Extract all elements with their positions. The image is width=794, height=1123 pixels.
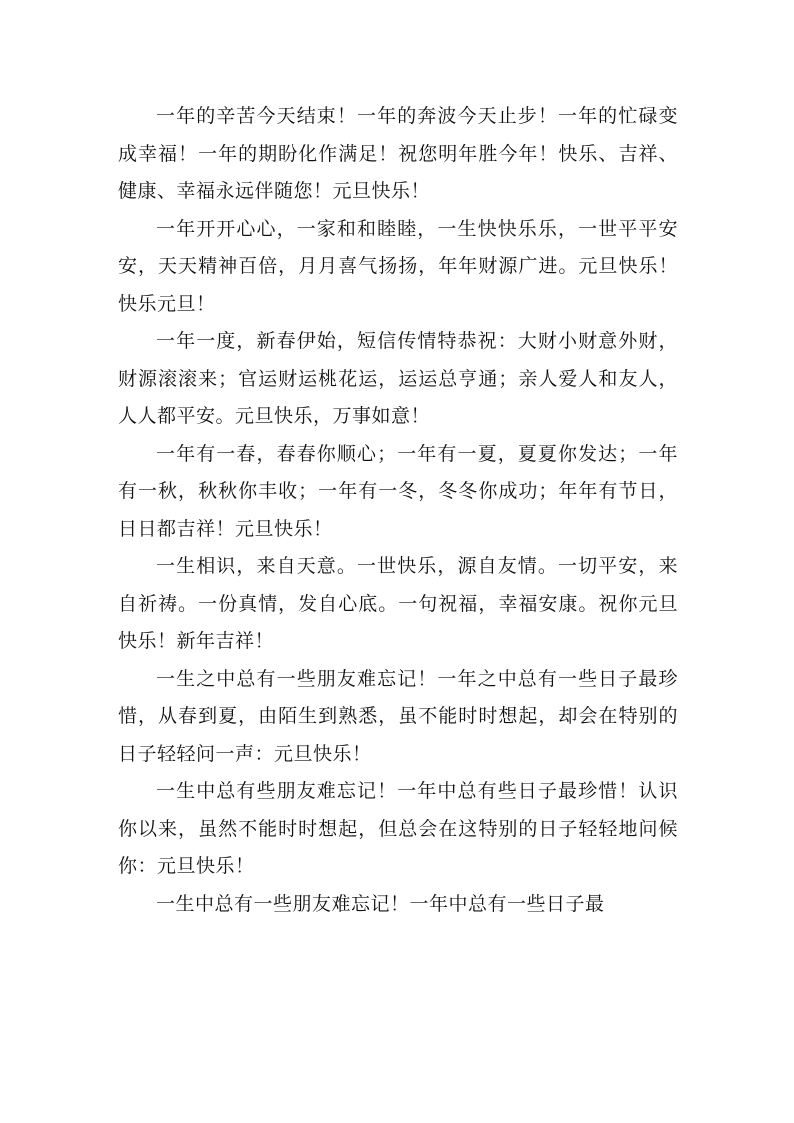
paragraph: 一生相识，来自天意。一世快乐，源自友情。一切平安，来自祈祷。一份真情，发自心底。一句祝福，幸福安康。祝你元旦快乐！新年吉祥！ — [118, 555, 678, 652]
paragraph: 一年有一春，春春你顺心；一年有一夏，夏夏你发达；一年有一秋，秋秋你丰收；一年有一冬，冬冬你成功；年年有节日，日日都吉祥！元旦快乐！ — [118, 442, 678, 540]
paragraph: 一年开开心心，一家和和睦睦，一生快快乐乐，一世平平安安，天天精神百倍，月月喜气扬扬，年年财源广进。元旦快乐！快乐元旦！ — [118, 217, 678, 315]
paragraph: 一年的辛苦今天结束！一年的奔波今天止步！一年的忙碌变成幸福！一年的期盼化作满足！祝您明年胜今年！快乐、吉祥、健康、幸福永远伴随您！元旦快乐！ — [118, 105, 678, 202]
document-body — [118, 98, 678, 923]
paragraph: 一生中总有些朋友难忘记！一年中总有些日子最珍惜！认识你以来，虽然不能时时想起，但总会在这特别的日子轻轻地问候你：元旦快乐！ — [118, 780, 678, 877]
paragraph: 一生中总有一些朋友难忘记！一年中总有一些日子最 — [156, 892, 605, 915]
paragraph: 一年一度，新春伊始，短信传情特恭祝：大财小财意外财，财源滚滚来；官运财运桃花运，运运总亨通；亲人爱人和友人，人人都平安。元旦快乐，万事如意！ — [118, 330, 678, 427]
paragraph: 一生之中总有一些朋友难忘记！一年之中总有一些日子最珍惜，从春到夏，由陌生到熟悉，虽不能时时想起，却会在特别的日子轻轻问一声：元旦快乐！ — [118, 667, 678, 765]
